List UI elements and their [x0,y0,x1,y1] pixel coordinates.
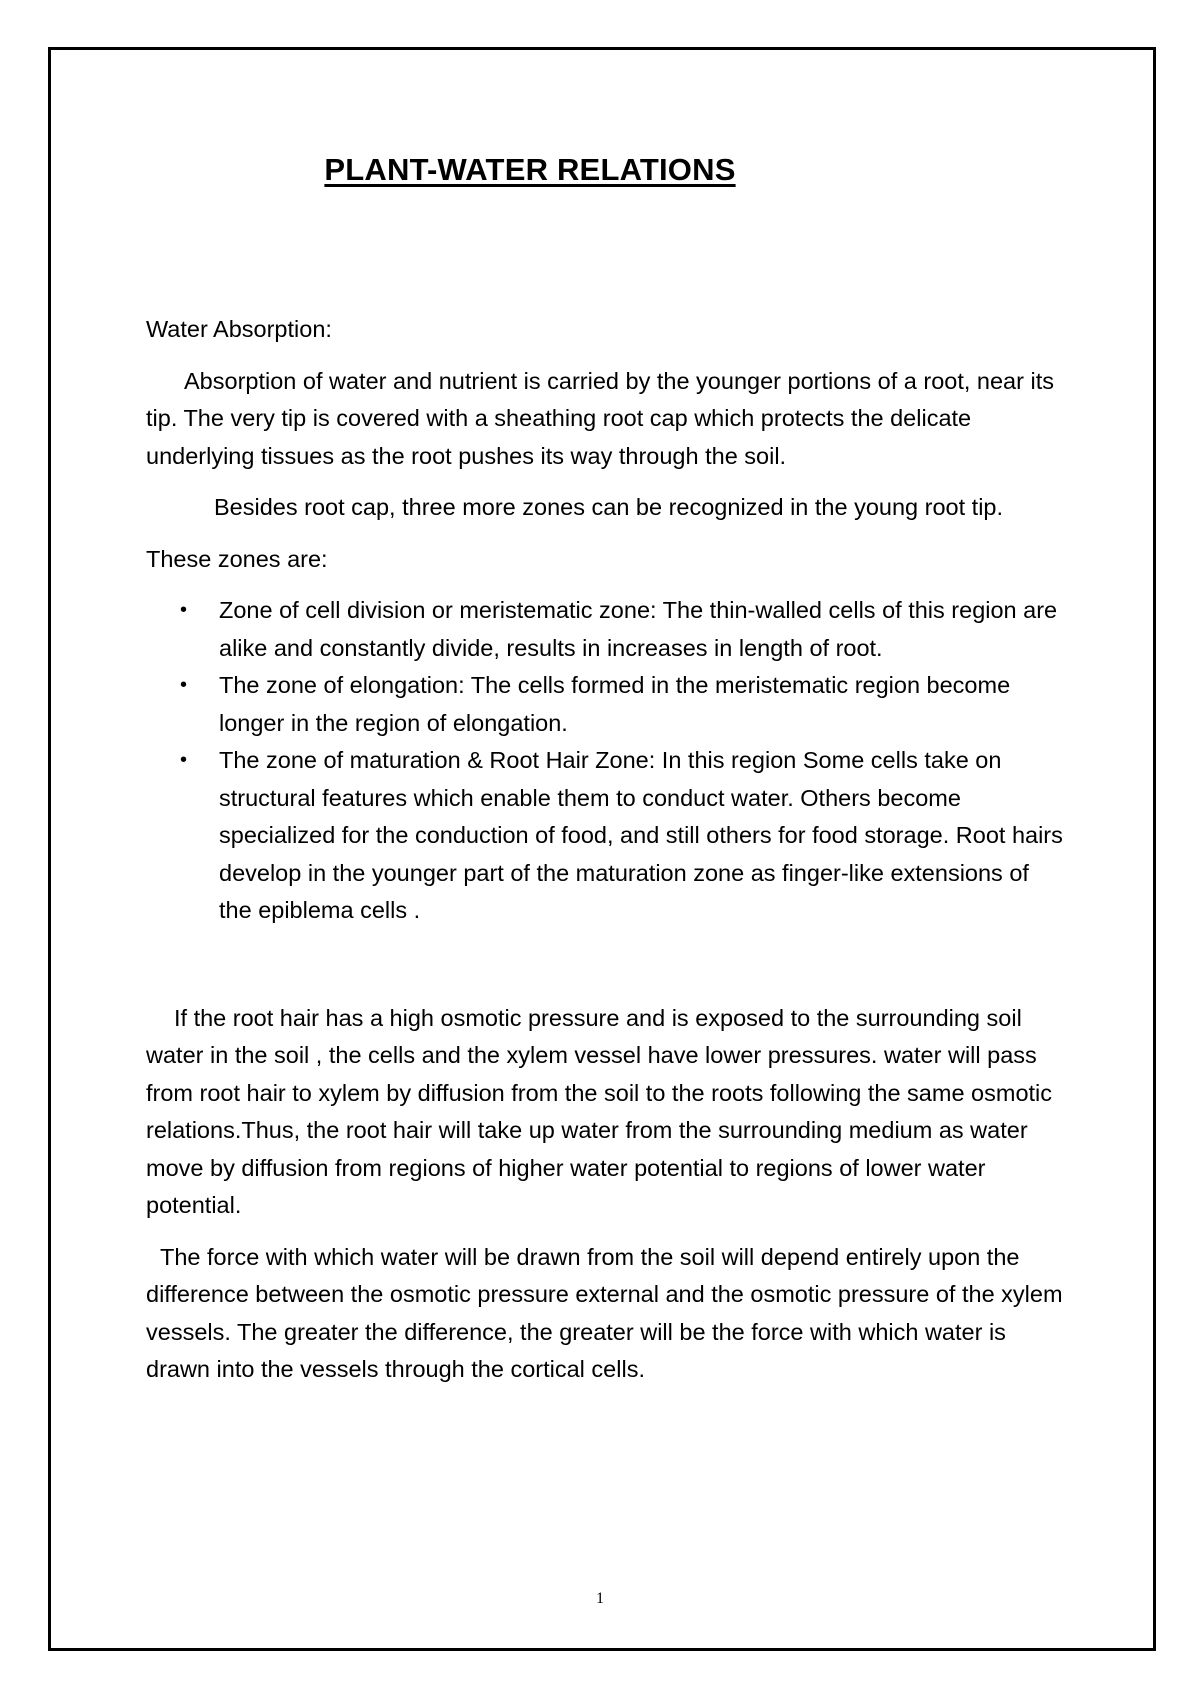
document-body [146,311,1066,1403]
page-title: PLANT-WATER RELATIONS [324,152,736,187]
spacer [146,930,1066,1000]
bullet-icon: • [180,674,188,696]
list-item-zone-elongation [146,667,1066,742]
list-item-text: The zone of maturation & Root Hair Zone: In this region Some cells take on structural features which enable them to conduct water. Others become specialized for the conduction of food, and still others for food storage. Root hairs develop in the younger part of the maturation zone as finger-like extensions of the epiblema cells . [219,747,1063,923]
paragraph-force: The force with which water will be drawn from the soil will depend entirely upon the difference between the osmotic pressure external and the osmotic pressure of the xylem vessels. The greater the difference, the greater will be the force with which water is drawn into the vessels through the cortical cells. [146,1243,1063,1382]
page-number: 1 [596,1590,604,1607]
list-item-text: Zone of cell division or meristematic zone: The thin-walled cells of this region are alike and constantly divide, results in increases in length of root. [219,597,1058,661]
paragraph-zones-overview: Besides root cap, three more zones can be recognized in the young root tip. [214,494,1004,520]
list-item-zone-maturation [146,742,1066,930]
bullet-icon: • [180,749,188,771]
list-item-zone-cell-division [146,592,1066,667]
list-item-text: The zone of elongation: The cells formed in the meristematic region become longer in the region of elongation. [219,672,1011,736]
zones-intro: These zones are: [146,545,328,572]
paragraph-absorption: Absorption of water and nutrient is carried by the younger portions of a root, near its tip. The very tip is covered with a sheathing root cap which protects the delicate underlying tissues as the root pushes its way through the soil. [146,367,1054,469]
paragraph-osmotic-pressure: If the root hair has a high osmotic pressure and is exposed to the surrounding soil water in the soil , the cells and the xylem vessel have lower pressures. water will pass from root hair to xylem by diffusion from the soil to the roots following the same osmotic relations.Thus, the root hair will take up water from the surrounding medium as water move by diffusion from regions of higher water potential to regions of lower water potential. [146,1004,1053,1218]
section-heading: Water Absorption: [146,316,332,342]
zones-list [146,592,1066,930]
bullet-icon: • [180,599,188,621]
